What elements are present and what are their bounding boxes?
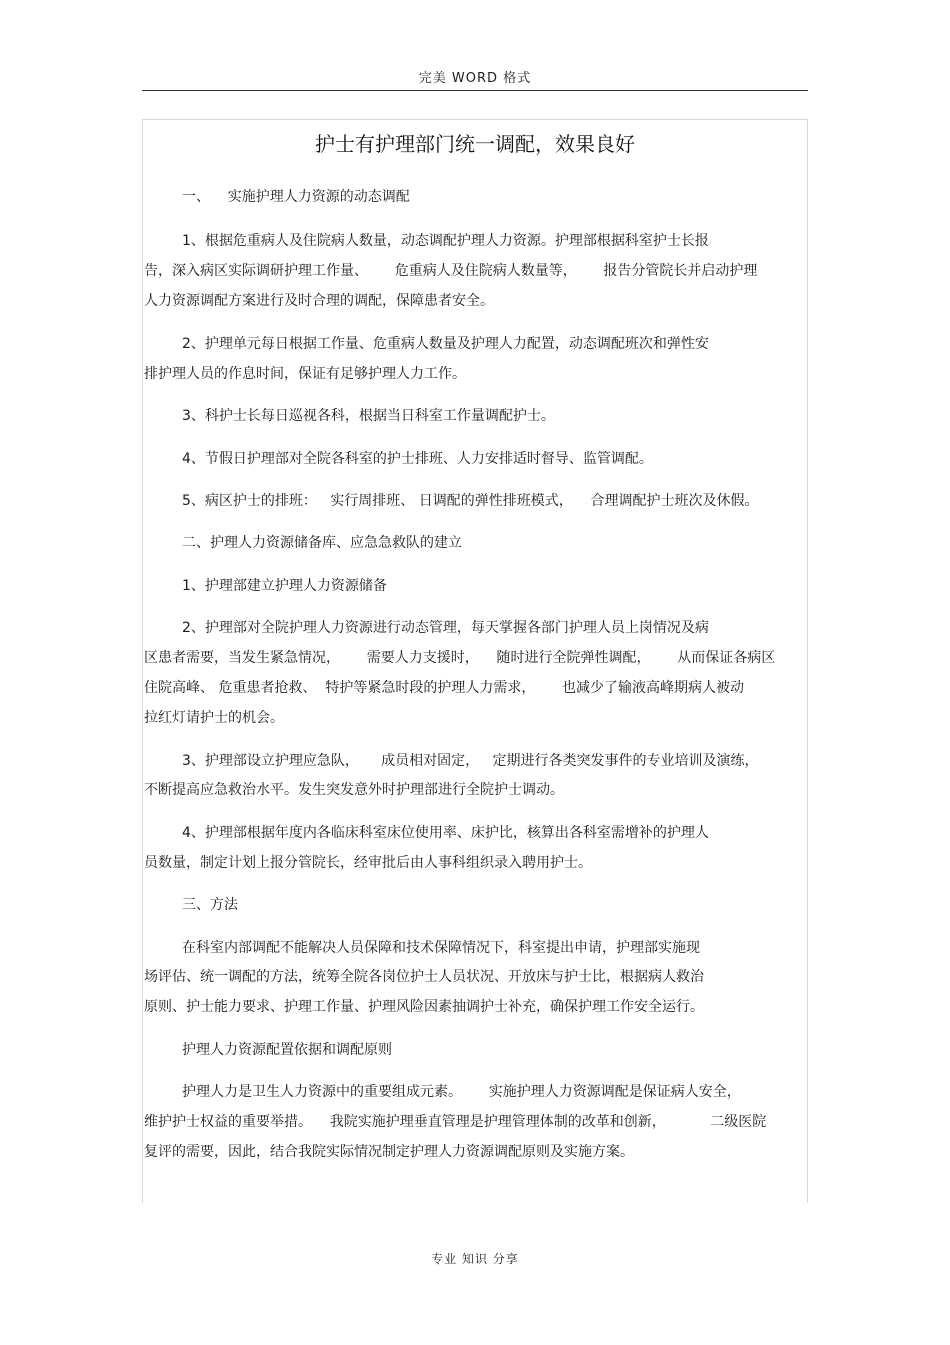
paragraph-line: 2、护理部对全院护理人力资源进行动态管理，每天掌握各部门护理人员上岗情况及病 [182,620,709,636]
paragraph-line: 3、科护士长每日巡视各科，根据当日科室工作量调配护士。 [182,408,555,424]
section-heading: 二、护理人力资源储备库、应急急救队的建立 [182,535,462,551]
paragraph-line: 4、节假日护理部对全院各科室的护士排班、人力安排适时督导、监管调配。 [182,451,653,467]
page-footer: 专业 知识 分享 [431,1252,519,1266]
paragraph-line: 人力资源调配方案进行及时合理的调配，保障患者安全。 [144,293,494,309]
paragraph-line: 告，深入病区实际调研护理工作量、 危重病人及住院病人数量等， 报告分管院长并启动护理 [144,263,758,279]
paragraph-line: 4、护理部根据年度内各临床科室床位使用率、床护比，核算出各科室需增补的护理人 [182,825,709,841]
paragraph-line: 5、病区护士的排班： 实行周排班、 日调配的弹性排班模式， 合理调配护士班次及休假。 [182,493,759,509]
paragraph-line: 护理人力是卫生人力资源中的重要组成元素。 实施护理人力资源调配是保证病人安全， [182,1084,741,1100]
paragraph-line: 1、根据危重病人及住院病人数量，动态调配护理人力资源。护理部根据科室护士长报 [182,233,709,249]
paragraph-line: 1、护理部建立护理人力资源储备 [182,578,387,594]
paragraph-line: 住院高峰、 危重患者抢救、 特护等紧急时段的护理人力需求， 也减少了输液高峰期病人被动 [144,680,745,696]
page-header: 完美 WORD 格式 [418,71,532,86]
paragraph-line: 3、护理部设立护理应急队， 成员相对固定， 定期进行各类突发事件的专业培训及演练， [182,753,759,769]
paragraph-line: 复评的需要，因此，结合我院实际情况制定护理人力资源调配原则及实施方案。 [144,1144,634,1160]
paragraph-line: 排护理人员的作息时间，保证有足够护理人力工作。 [144,366,466,382]
section-heading: 护理人力资源配置依据和调配原则 [182,1042,392,1058]
paragraph-line: 2、护理单元每日根据工作量、危重病人数量及护理人力配置，动态调配班次和弹性安 [182,336,709,352]
section-heading: 三、方法 [182,897,238,913]
paragraph-line: 区患者需要，当发生紧急情况， 需要人力支援时， 随时进行全院弹性调配， 从而保证各病区 [144,650,776,666]
paragraph-line: 拉红灯请护士的机会。 [144,710,284,726]
paragraph-line: 维护护士权益的重要举措。 我院实施护理垂直管理是护理管理体制的改革和创新， 二级医院 [144,1114,767,1130]
paragraph-line: 在科室内部调配不能解决人员保障和技术保障情况下，科室提出申请，护理部实施现 [182,940,700,956]
paragraph-line: 场评估、统一调配的方法，统筹全院各岗位护士人员状况、开放床与护士比，根据病人救治 [144,969,704,985]
document-title: 护士有护理部门统一调配，效果良好 [315,132,635,156]
paragraph-line: 员数量，制定计划上报分管院长，经审批后由人事科组织录入聘用护士。 [144,855,592,871]
paragraph-line: 不断提高应急救治水平。发生突发意外时护理部进行全院护士调动。 [144,782,564,798]
section-heading: 一、 实施护理人力资源的动态调配 [182,189,410,205]
header-divider [142,90,808,91]
paragraph-line: 原则、护士能力要求、护理工作量、护理风险因素抽调护士补充，确保护理工作安全运行。 [144,999,704,1015]
